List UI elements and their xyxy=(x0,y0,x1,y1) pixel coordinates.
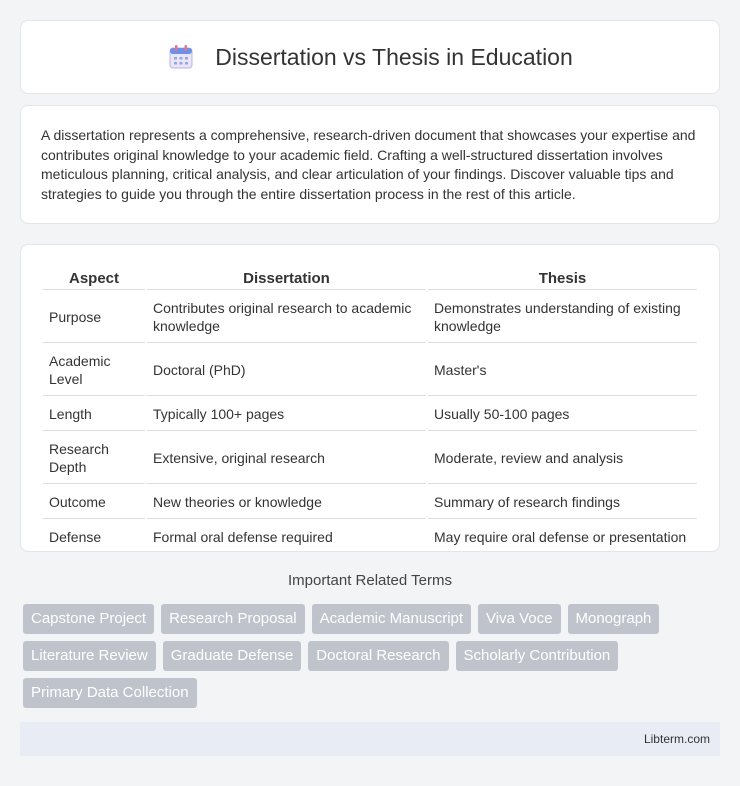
table-row xyxy=(43,521,697,553)
term-tag[interactable]: Doctoral Research xyxy=(308,641,448,671)
table-cell: Usually 50-100 pages xyxy=(428,398,697,431)
table-cell: Doctoral (PhD) xyxy=(147,345,426,396)
related-terms-title: Important Related Terms xyxy=(288,572,452,589)
term-tag[interactable]: Academic Manuscript xyxy=(312,604,471,634)
column-header: Thesis xyxy=(428,267,697,290)
table-cell: Summary of research findings xyxy=(428,486,697,519)
table-row xyxy=(43,486,697,519)
table-cell: Master's xyxy=(428,345,697,396)
calendar-icon xyxy=(167,43,195,71)
table-row xyxy=(43,292,697,343)
table-cell: Contributes original research to academic knowledge xyxy=(147,292,426,343)
footer xyxy=(20,722,720,756)
footer-site-link[interactable]: Libterm.com xyxy=(643,732,710,746)
comparison-table xyxy=(41,265,699,555)
table-cell: Formal oral defense required xyxy=(153,529,333,545)
intro-text: A dissertation represents a comprehensive, research-driven document that showcases your expertise and contributes original knowledge to your academic field. Crafting a well-structured dissertation involves meticulous planning, critical analysis, and clear articulation of your findings. Discover valuable tips and strategies to guide you through the entire dissertation process in the rest of this article. xyxy=(41,127,696,202)
term-tag[interactable]: Monograph xyxy=(568,604,660,634)
table-cell: Outcome xyxy=(43,486,145,519)
table-row xyxy=(43,433,697,484)
table-cell: Research Depth xyxy=(43,433,145,484)
table-row xyxy=(43,345,697,396)
column-header: Aspect xyxy=(43,267,145,290)
term-tag[interactable]: Capstone Project xyxy=(23,604,154,634)
table-cell: Typically 100+ pages xyxy=(147,398,426,431)
table-cell: May require oral defense or presentation xyxy=(434,529,687,545)
table-cell: Demonstrates understanding of existing knowledge xyxy=(428,292,697,343)
page-title: Dissertation vs Thesis in Education xyxy=(215,43,573,70)
table-cell: Length xyxy=(43,398,145,431)
table-cell: Extensive, original research xyxy=(147,433,426,484)
related-terms-list xyxy=(23,604,713,708)
table-cell: Defense xyxy=(49,529,102,545)
term-tag[interactable]: Research Proposal xyxy=(161,604,305,634)
table-cell: New theories or knowledge xyxy=(147,486,426,519)
term-tag[interactable]: Literature Review xyxy=(23,641,156,671)
intro-card xyxy=(20,105,720,224)
term-tag[interactable]: Viva Voce xyxy=(478,604,560,634)
comparison-card xyxy=(20,244,720,552)
term-tag[interactable]: Graduate Defense xyxy=(163,641,302,671)
column-header: Dissertation xyxy=(147,267,426,290)
header-card xyxy=(20,20,720,94)
table-cell: Academic Level xyxy=(43,345,145,396)
table-cell: Moderate, review and analysis xyxy=(428,433,697,484)
table-cell: Purpose xyxy=(43,292,145,343)
table-row xyxy=(43,398,697,431)
table-header-row xyxy=(43,267,697,290)
term-tag[interactable]: Scholarly Contribution xyxy=(456,641,619,671)
term-tag[interactable]: Primary Data Collection xyxy=(23,678,197,708)
